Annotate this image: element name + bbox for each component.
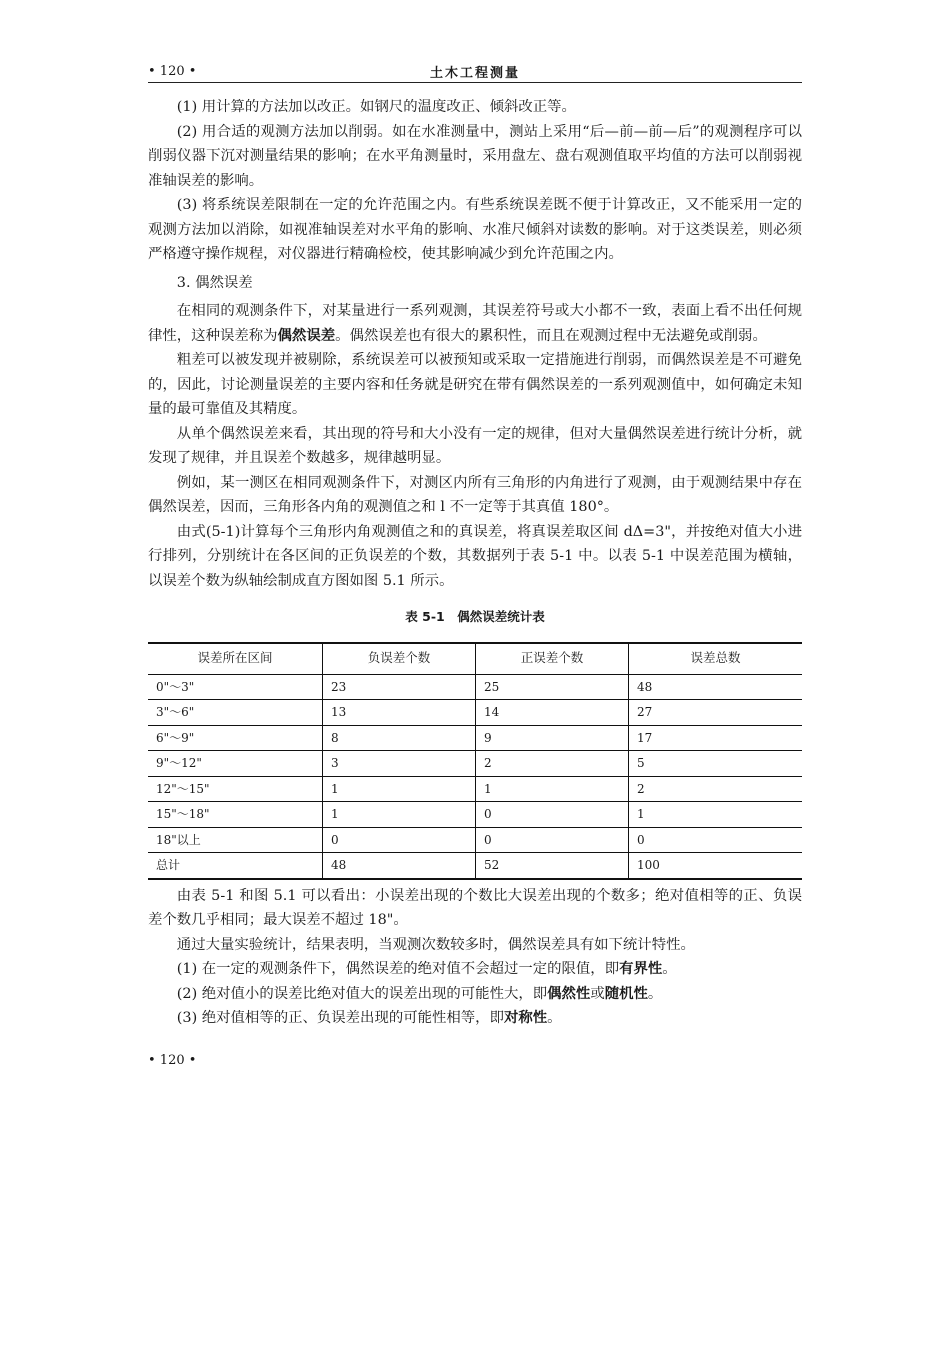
table-header-row <box>148 643 802 675</box>
table-cell: 1 <box>476 776 629 802</box>
text-span: 。 <box>662 961 677 977</box>
table-cell: 1 <box>629 802 803 828</box>
table-cell: 12"～15" <box>148 776 323 802</box>
table-cell: 25 <box>476 674 629 700</box>
keyword: 随机性 <box>604 985 648 1002</box>
column-header: 负误差个数 <box>323 643 476 675</box>
paragraph: 通过大量实验统计，结果表明，当观测次数较多时，偶然误差具有如下统计特性。 <box>176 936 695 953</box>
table-row <box>148 776 802 802</box>
keyword: 有界性 <box>619 961 663 977</box>
header-page-number: • 120 • <box>148 64 197 79</box>
text-span: 。 <box>647 985 663 1002</box>
table-cell: 1 <box>323 776 476 802</box>
table-cell: 8 <box>323 725 476 751</box>
running-header <box>148 60 802 83</box>
table-cell: 23 <box>323 674 476 700</box>
keyword: 偶然误差 <box>277 327 336 344</box>
table-cell: 3"～6" <box>148 700 323 726</box>
table-cell: 27 <box>629 700 803 726</box>
property-item <box>148 1006 802 1031</box>
table-total-row <box>148 853 802 879</box>
table-cell: 总计 <box>148 853 323 879</box>
table-cell: 0 <box>323 827 476 853</box>
text-span: 或 <box>590 985 605 1002</box>
table-row <box>148 700 802 726</box>
footer-page-number: • 120 • <box>148 1052 197 1068</box>
table-cell: 13 <box>323 700 476 726</box>
table-cell: 9 <box>476 725 629 751</box>
table-cell: 17 <box>629 725 803 751</box>
paragraph: 例如，某一测区在相同观测条件下，对测区内所有三角形的内角进行了观测，由于观测结果中存在偶然误差，因而，三角形各内角的观测值之和 l 不一定等于其真值 180°。 <box>148 474 802 515</box>
table-cell: 5 <box>629 751 803 777</box>
table-caption: 表 5-1 偶然误差统计表 <box>405 609 545 624</box>
paragraph: 由式(5-1)计算每个三角形内角观测值之和的真误差，将真误差取区间 dΔ=3"，并按绝对值大小进行排列，分别统计在各区间的正负误差的个数，其数据列于表 5-1 中。以表 5-1 中误差范围为横轴，以误差个数为纵轴绘制成直方图如图 5.1 所示。 <box>148 523 802 589</box>
text-span: (1) 在一定的观测条件下，偶然误差的绝对值不会超过一定的限值，即 <box>176 961 620 977</box>
column-header: 正误差个数 <box>476 643 629 675</box>
paragraph: (2) 用合适的观测方法加以削弱。如在水准测量中，测站上采用“后—前—前—后”的观测程序可以削弱仪器下沉对测量结果的影响；在水平角测量时，采用盘左、盘右观测值取平均值的方法可以削弱视准轴误差的影响。 <box>148 123 802 189</box>
keyword: 对称性 <box>503 1010 548 1026</box>
table-cell: 48 <box>323 853 476 879</box>
table-cell: 6"～9" <box>148 725 323 751</box>
keyword: 偶然性 <box>547 985 591 1002</box>
text-span: (2) 绝对值小的误差比绝对值大的误差出现的可能性大，即 <box>176 985 548 1002</box>
paragraph: 粗差可以被发现并被剔除，系统误差可以被预知或采取一定措施进行削弱，而偶然误差是不可避免的，因此，讨论测量误差的主要内容和任务就是研究在带有偶然误差的一系列观测值中，如何确定未知量的最可靠值及其精度。 <box>148 352 802 417</box>
error-statistics-table <box>148 642 802 880</box>
table-row <box>148 802 802 828</box>
table-cell: 9"～12" <box>148 751 323 777</box>
table-cell: 52 <box>476 853 629 879</box>
table-cell: 3 <box>323 751 476 777</box>
table-cell: 100 <box>629 853 803 879</box>
text-span: (3) 绝对值相等的正、负误差出现的可能性相等，即 <box>176 1010 504 1026</box>
column-header: 误差所在区间 <box>148 643 323 675</box>
text-span: 。 <box>547 1010 562 1026</box>
paragraph: 由表 5-1 和图 5.1 可以看出：小误差出现的个数比大误差出现的个数多；绝对值相等的正、负误差个数几乎相同；最大误差不超过 18"。 <box>148 887 802 928</box>
table-row <box>148 751 802 777</box>
paragraph: (3) 将系统误差限制在一定的允许范围之内。有些系统误差既不便于计算改正，又不能采用一定的观测方法加以消除，如视准轴误差对水平角的影响、水准尺倾斜对读数的影响。对于这类误差，则必须严格遵守操作规程，对仪器进行精确检校，使其影响减少到允许范围之内。 <box>148 197 802 262</box>
text-span: 在相同的观测条件下，对某量进行一系列观测，其误差符号或大小都不一致，表面上看不出任何规律性，这种误差称为 <box>148 303 802 344</box>
section-heading: 3. 偶然误差 <box>176 274 253 291</box>
table-cell: 0 <box>476 802 629 828</box>
table-cell: 14 <box>476 700 629 726</box>
paragraph: 从单个偶然误差来看，其出现的符号和大小没有一定的规律，但对大量偶然误差进行统计分析，就发现了规律，并且误差个数越多，规律越明显。 <box>148 425 802 466</box>
table-cell: 0 <box>476 827 629 853</box>
text-span: 。偶然误差也有很大的累积性，而且在观测过程中无法避免或削弱。 <box>335 327 767 344</box>
property-item <box>148 982 802 1007</box>
property-item <box>148 957 802 982</box>
paragraph-definition <box>148 299 802 348</box>
table-cell: 0"～3" <box>148 674 323 700</box>
table-cell: 1 <box>323 802 476 828</box>
table-cell: 18"以上 <box>148 827 323 853</box>
table-cell: 48 <box>629 674 803 700</box>
body-text <box>148 95 802 1073</box>
paragraph: (1) 用计算的方法加以改正。如钢尺的温度改正、倾斜改正等。 <box>176 99 576 115</box>
table-row <box>148 674 802 700</box>
table-cell: 15"～18" <box>148 802 323 828</box>
table-cell: 2 <box>629 776 803 802</box>
header-title: 土木工程测量 <box>429 66 520 81</box>
table-cell: 0 <box>629 827 803 853</box>
column-header: 误差总数 <box>629 643 803 675</box>
table-row <box>148 827 802 853</box>
table-row <box>148 725 802 751</box>
page <box>148 60 802 1073</box>
table-cell: 2 <box>476 751 629 777</box>
